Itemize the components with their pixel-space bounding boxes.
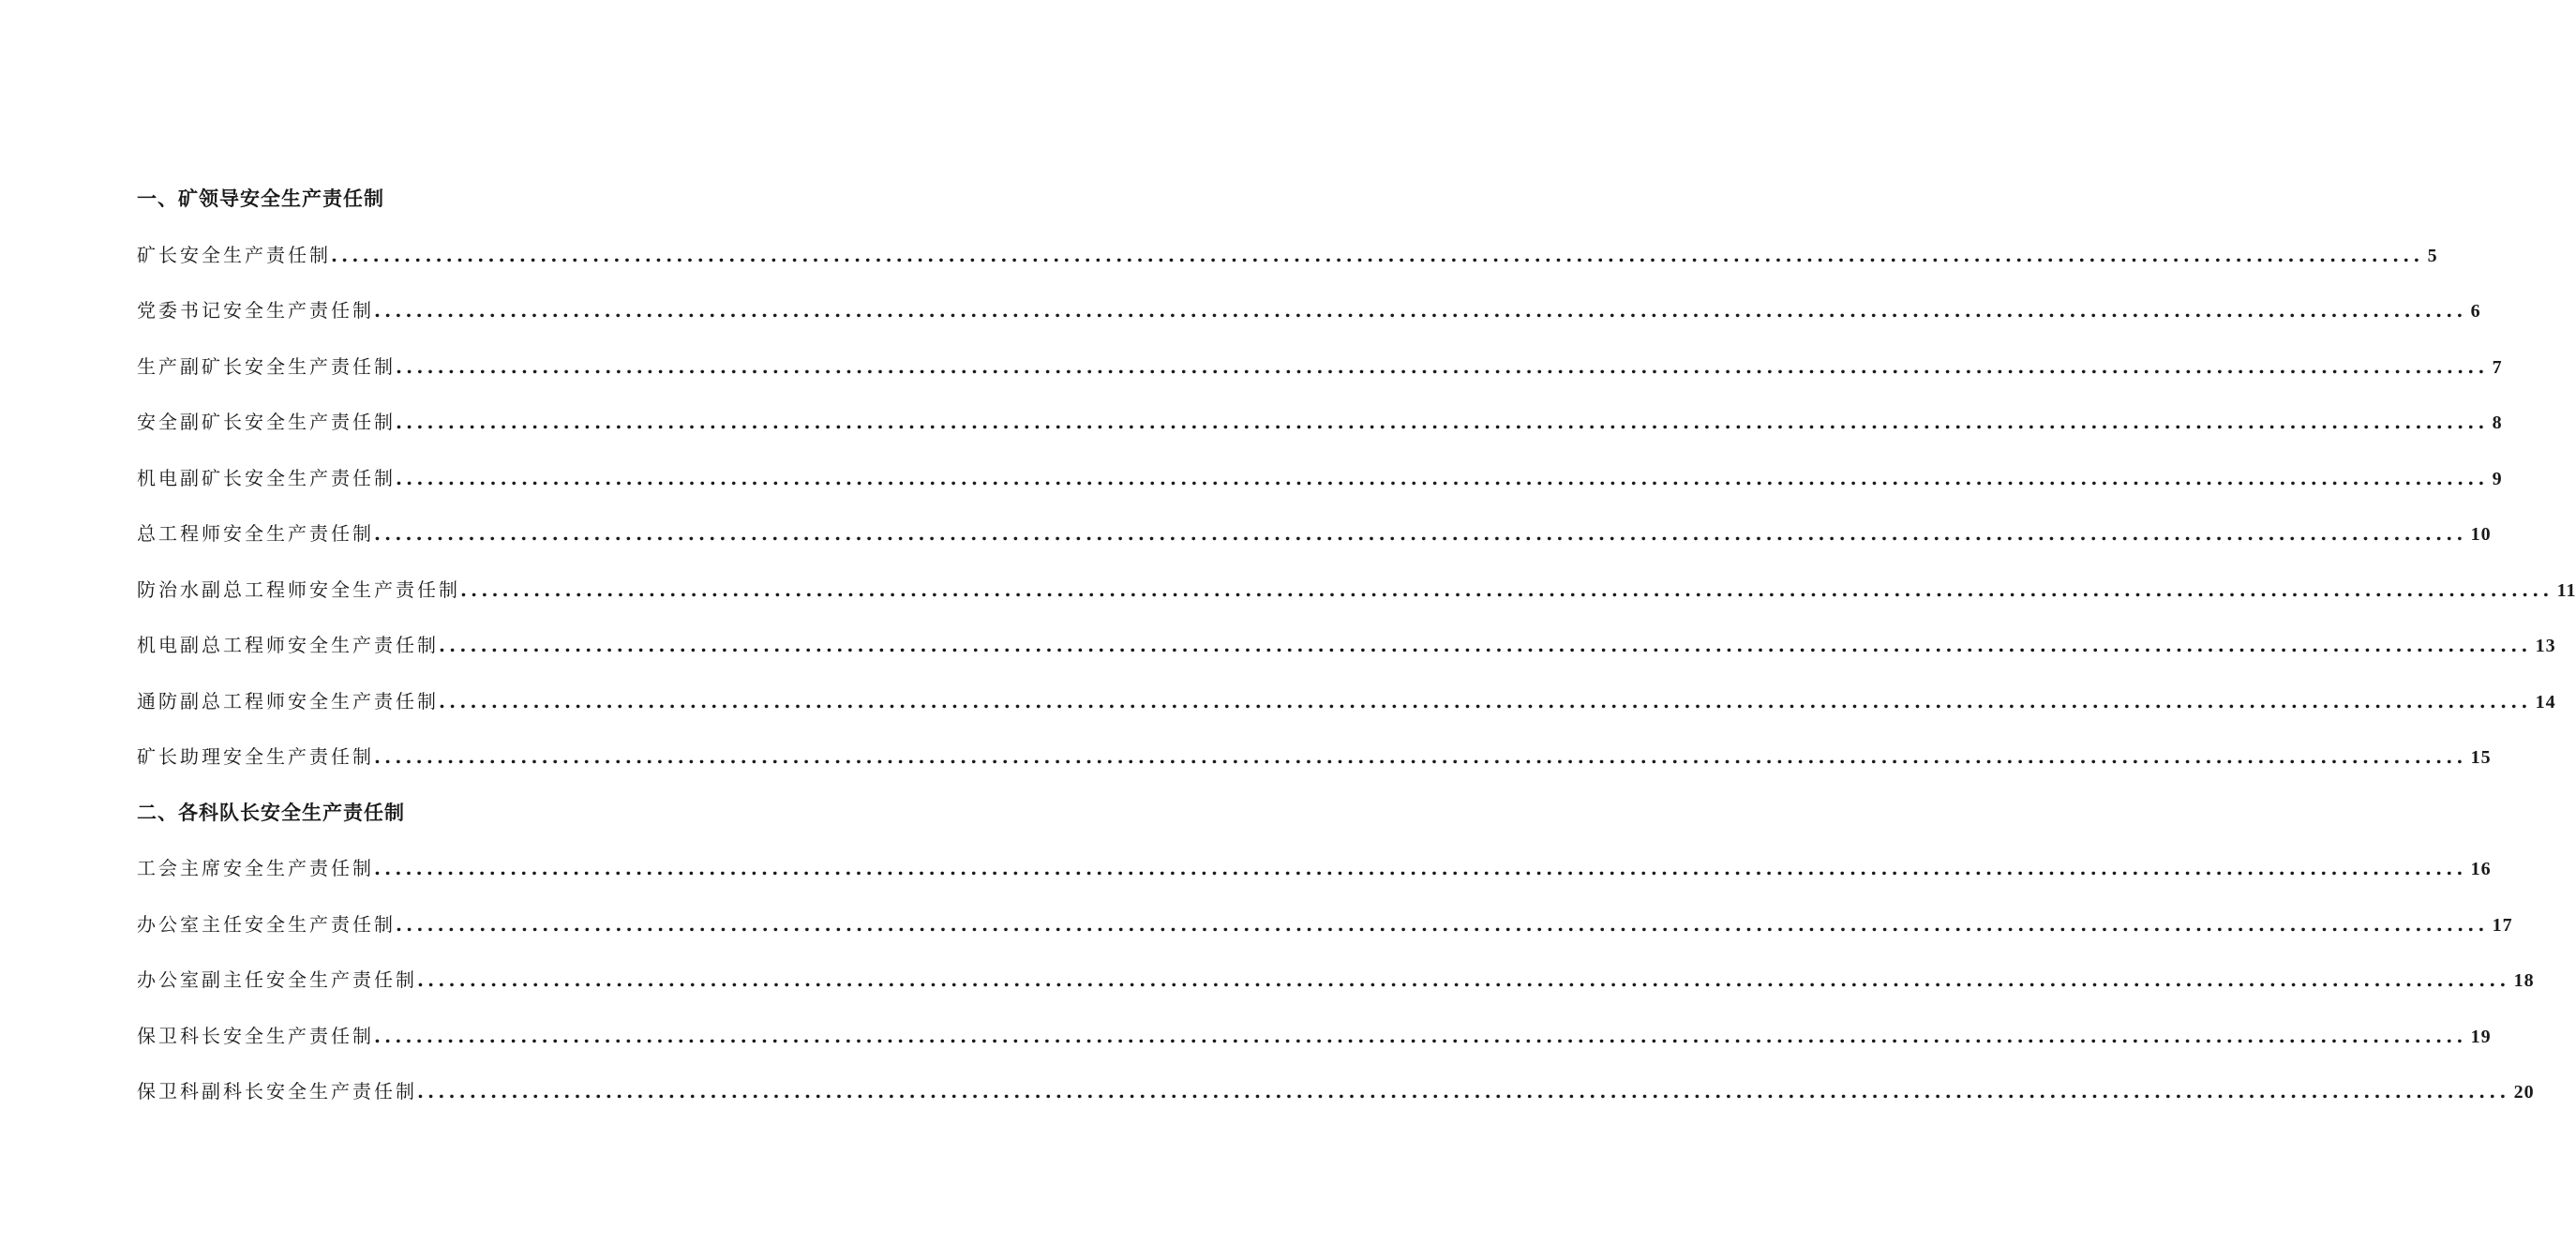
toc-entry[interactable] [137, 624, 2556, 681]
entry-page-number: 11 [2556, 579, 2576, 601]
entry-page-number: 9 [2492, 468, 2503, 489]
dot-leader: ........................................................................................................................................................................................................ [374, 745, 2467, 768]
toc-entry[interactable] [137, 513, 2492, 569]
entry-title: 机电副总工程师安全生产责任制 [137, 634, 439, 656]
dot-leader: ........................................................................................................................................................................................................ [374, 1024, 2467, 1047]
dot-leader: ........................................................................................................................................................................................................ [331, 243, 2424, 266]
dot-leader: ........................................................................................................................................................................................................ [417, 1080, 2510, 1102]
entry-page-number: 5 [2427, 245, 2438, 266]
dot-leader: ........................................................................................................................................................................................................ [439, 689, 2532, 712]
toc-entry[interactable] [137, 458, 2503, 514]
entry-title: 通防副总工程师安全生产责任制 [137, 689, 439, 712]
entry-title: 生产副矿长安全生产责任制 [137, 354, 396, 378]
dot-leader: ........................................................................................................................................................................................................ [396, 466, 2489, 489]
entry-page-number: 14 [2535, 691, 2556, 712]
toc-entry[interactable] [137, 681, 2556, 737]
entry-page-number: 6 [2470, 301, 2481, 322]
entry-title: 矿长安全生产责任制 [137, 243, 331, 266]
entry-title: 保卫科副科长安全生产责任制 [137, 1080, 417, 1102]
table-of-contents [137, 178, 2576, 1127]
entry-page-number: 16 [2470, 859, 2492, 879]
toc-entry[interactable] [137, 290, 2481, 346]
dot-leader: ........................................................................................................................................................................................................ [396, 411, 2489, 433]
toc-entry[interactable] [137, 346, 2503, 402]
dot-leader: ........................................................................................................................................................................................................ [439, 634, 2532, 656]
entry-page-number: 13 [2535, 636, 2556, 656]
toc-entry[interactable] [137, 736, 2492, 792]
entry-page-number: 8 [2492, 412, 2503, 433]
dot-leader: ........................................................................................................................................................................................................ [374, 522, 2467, 545]
toc-entry[interactable] [137, 1071, 2535, 1127]
dot-leader: ........................................................................................................................................................................................................ [374, 299, 2467, 322]
entry-title: 机电副矿长安全生产责任制 [137, 466, 396, 489]
toc-entry[interactable] [137, 904, 2513, 960]
entry-title: 党委书记安全生产责任制 [137, 299, 374, 322]
entry-page-number: 15 [2470, 747, 2492, 768]
section-heading: 二、各科队长安全生产责任制 [137, 801, 405, 824]
toc-entry[interactable] [137, 959, 2535, 1015]
entry-title: 总工程师安全生产责任制 [137, 522, 374, 545]
dot-leader: ........................................................................................................................................................................................................ [417, 968, 2510, 991]
dot-leader: ........................................................................................................................................................................................................ [396, 912, 2489, 936]
entry-title: 矿长助理安全生产责任制 [137, 745, 374, 768]
dot-leader: ........................................................................................................................................................................................................ [374, 857, 2467, 879]
entry-title: 办公室副主任安全生产责任制 [137, 968, 417, 991]
entry-page-number: 19 [2470, 1026, 2492, 1047]
entry-title: 安全副矿长安全生产责任制 [137, 411, 396, 433]
entry-title: 保卫科长安全生产责任制 [137, 1024, 374, 1047]
entry-title: 防治水副总工程师安全生产责任制 [137, 578, 460, 601]
toc-entry[interactable] [137, 1015, 2492, 1072]
dot-leader: ........................................................................................................................................................................................................ [460, 578, 2554, 601]
entry-page-number: 20 [2513, 1082, 2535, 1102]
entry-page-number: 10 [2470, 524, 2492, 545]
entry-title: 工会主席安全生产责任制 [137, 857, 374, 879]
entry-page-number: 17 [2492, 914, 2513, 936]
entry-title: 办公室主任安全生产责任制 [137, 912, 396, 936]
toc-entry[interactable] [137, 401, 2503, 458]
entry-page-number: 7 [2492, 356, 2503, 378]
section-heading: 一、矿领导安全生产责任制 [137, 188, 384, 210]
toc-entry[interactable] [137, 569, 2576, 625]
toc-entry[interactable] [137, 234, 2438, 291]
entry-page-number: 18 [2513, 970, 2535, 991]
dot-leader: ........................................................................................................................................................................................................ [396, 354, 2489, 378]
toc-entry[interactable] [137, 848, 2492, 904]
